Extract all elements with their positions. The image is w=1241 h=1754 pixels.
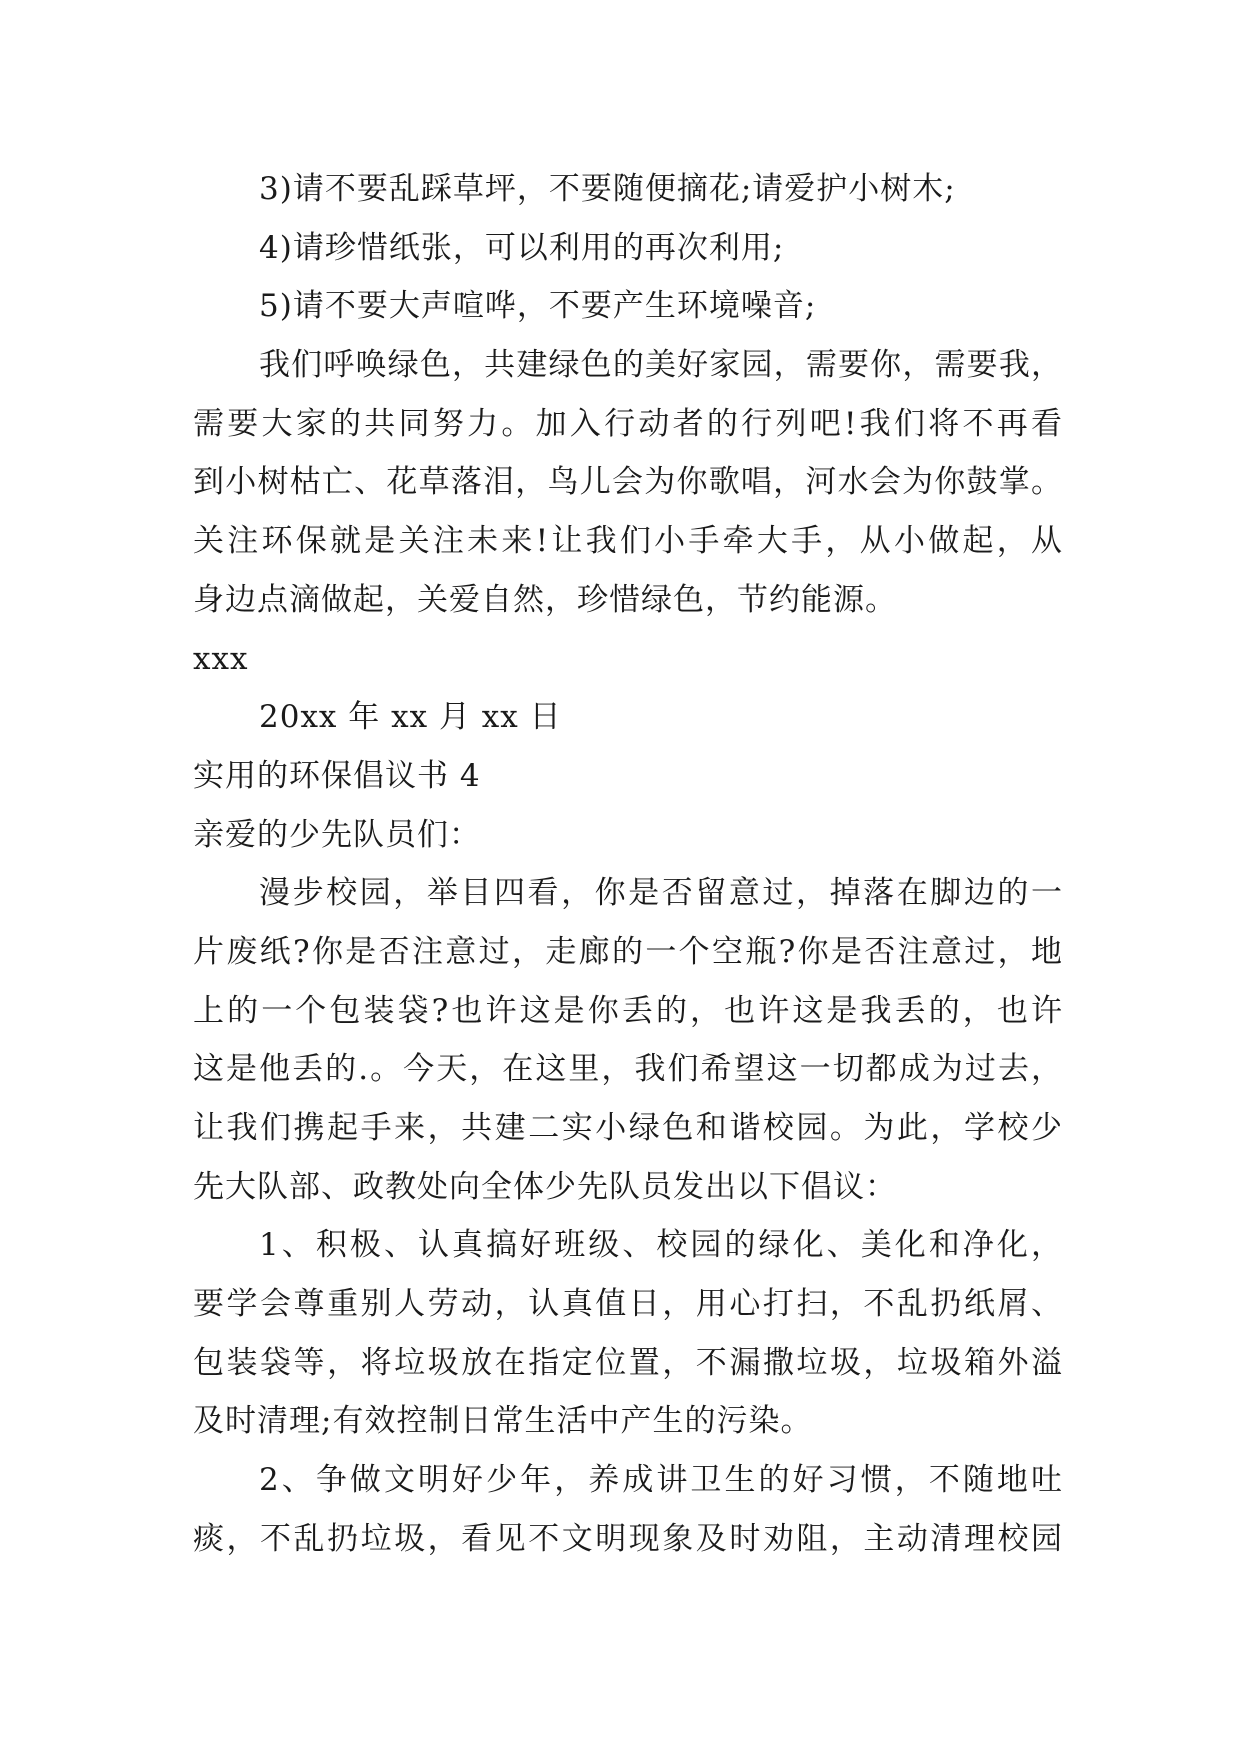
paragraph-line: 要学会尊重别人劳动，认真值日，用心打扫，不乱扔纸屑、 [193,1286,1063,1323]
proposal-item-1 [193,1216,1063,1451]
paragraph-line: 上的一个包装袋?也许这是你丢的，也许这是我丢的，也许 [193,992,1063,1029]
paragraph-line: 需要大家的共同努力。加入行动者的行列吧!我们将不再看 [193,405,1063,442]
continued-list [193,160,1063,336]
paragraph-line: 关注环保就是关注未来!让我们小手牵大手，从小做起，从 [193,523,1063,560]
paragraph-line: 漫步校园，举目四看，你是否留意过，掉落在脚边的一 [259,875,1063,912]
paragraph-line: 让我们携起手来，共建二实小绿色和谐校园。为此，学校少 [193,1110,1063,1146]
paragraph-line: 及时清理;有效控制日常生活中产生的污染。 [193,1403,813,1440]
list-item-5: 5)请不要大声喧哗，不要产生环境噪音; [259,288,817,325]
list-item-3: 3)请不要乱踩草坪，不要随便摘花;请爱护小树木; [259,171,956,207]
closing-paragraph [193,336,1063,629]
paragraph-line: 我们呼唤绿色，共建绿色的美好家园，需要你，需要我， [259,347,1063,384]
proposal-item-2 [193,1451,1063,1568]
document-body [193,160,1063,1569]
date-line: 20xx 年 xx 月 xx 日 [259,699,562,736]
paragraph-line: 包装袋等，将垃圾放在指定位置，不漏撒垃圾，垃圾箱外溢 [193,1344,1063,1381]
paragraph-line: 1、积极、认真搞好班级、校园的绿化、美化和净化， [259,1227,1063,1264]
paragraph-line: 先大队部、政教处向全体少先队员发出以下倡议： [193,1168,897,1205]
list-item-4: 4)请珍惜纸张，可以利用的再次利用; [259,229,785,266]
intro-paragraph [193,864,1063,1216]
paragraph-line: 片废纸?你是否注意过，走廊的一个空瓶?你是否注意过，地 [193,933,1063,970]
paragraph-line: 痰，不乱扔垃圾，看见不文明现象及时劝阻，主动清理校园 [193,1520,1063,1557]
section-title: 实用的环保倡议书 4 [193,757,481,794]
paragraph-line: 到小树枯亡、花草落泪，鸟儿会为你歌唱，河水会为你鼓掌。 [193,464,1063,501]
signature: xxx [193,640,249,677]
paragraph-line: 2、争做文明好少年，养成讲卫生的好习惯，不随地吐 [259,1462,1063,1499]
paragraph-line: 身边点滴做起，关爱自然，珍惜绿色，节约能源。 [193,581,897,618]
salutation: 亲爱的少先队员们： [193,816,481,853]
paragraph-line: 这是他丢的.。今天，在这里，我们希望这一切都成为过去， [193,1051,1063,1088]
